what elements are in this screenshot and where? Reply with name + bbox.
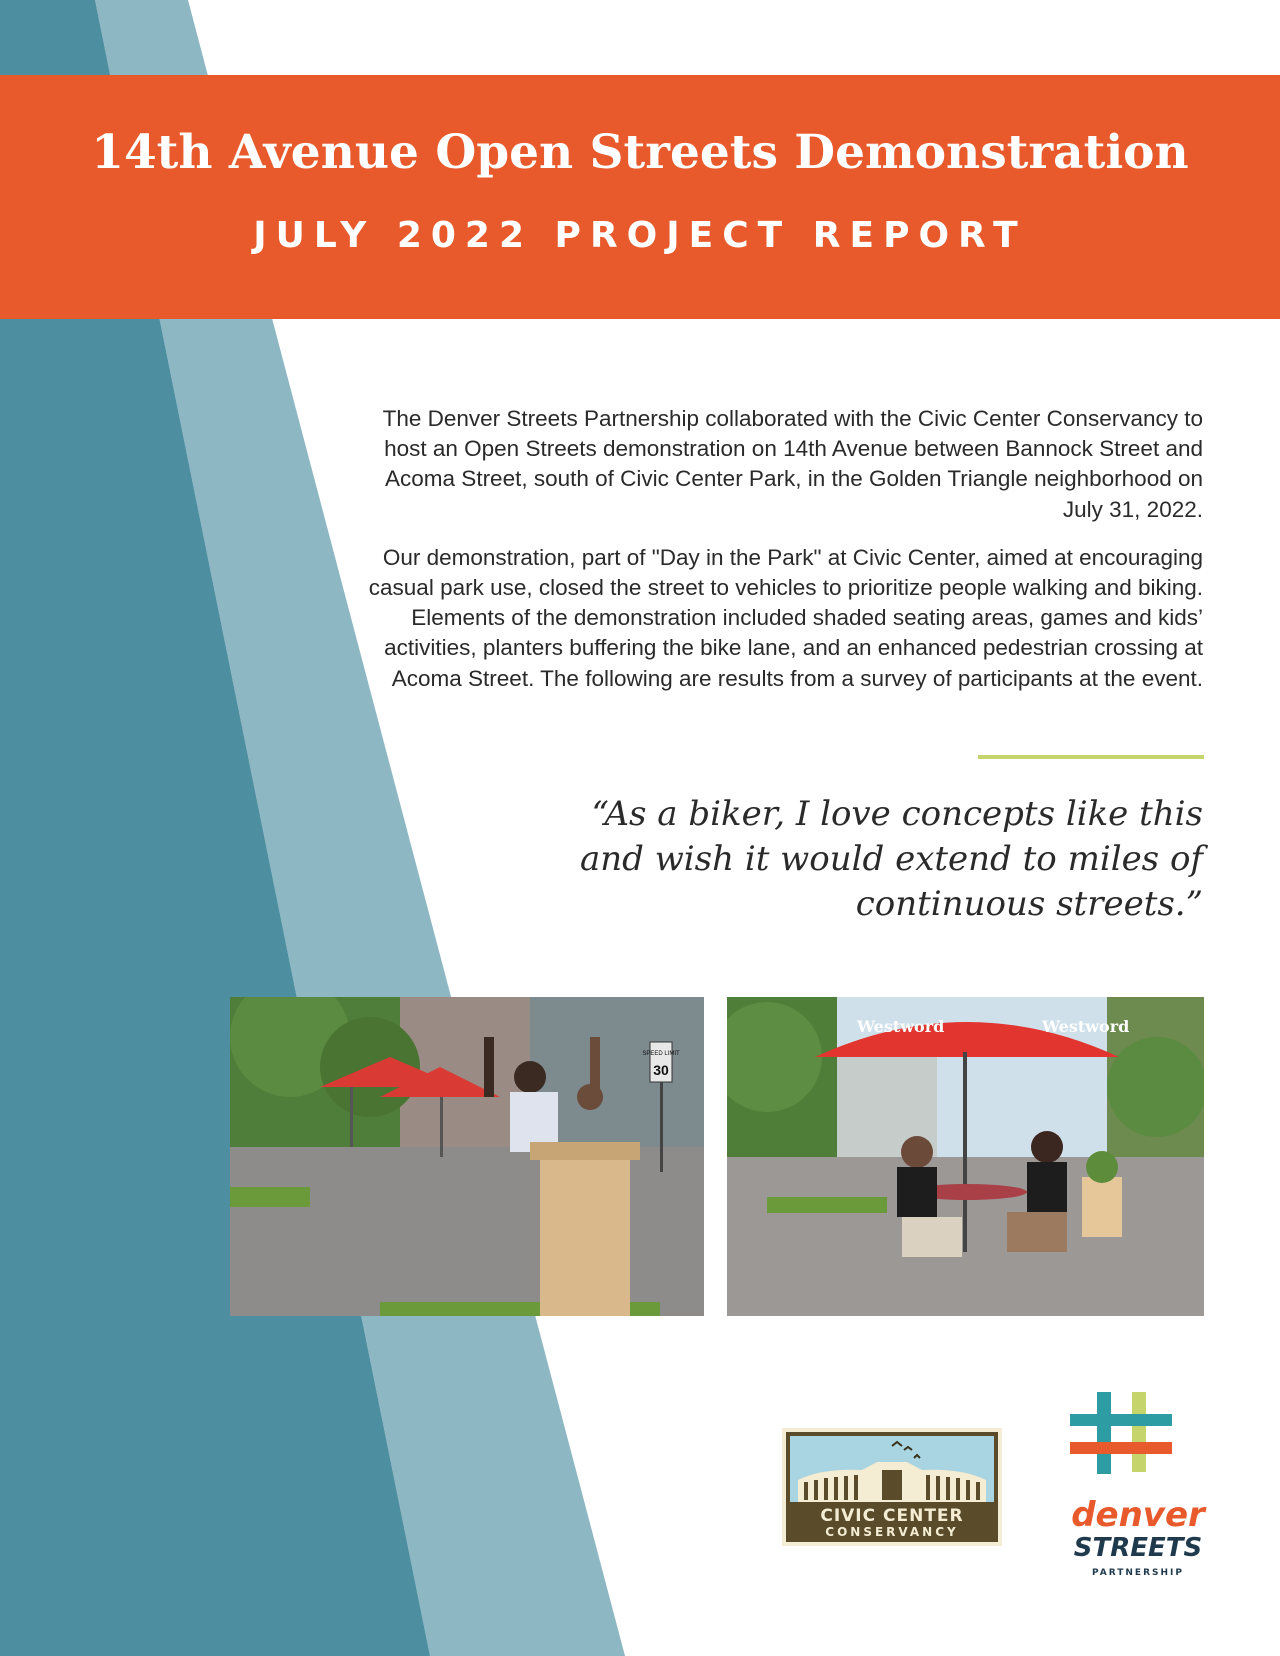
ccc-logo-line1: CIVIC CENTER	[820, 1506, 964, 1526]
ccc-logo-line2: CONSERVANCY	[825, 1525, 959, 1539]
page-title: 14th Avenue Open Streets Demonstration	[91, 125, 1189, 180]
civic-center-conservancy-logo	[782, 1428, 1002, 1546]
umbrella-brand-right: Westword	[1042, 1017, 1130, 1036]
header-banner	[0, 75, 1280, 319]
intro-text	[360, 404, 1203, 712]
dsp-logo-line3: PARTNERSHIP	[1092, 1568, 1184, 1578]
photo-jenga-game	[230, 997, 704, 1316]
photo-umbrella-seating	[727, 997, 1204, 1316]
page-subtitle: JULY 2022 PROJECT REPORT	[253, 215, 1027, 256]
divider-rule	[978, 755, 1204, 759]
intro-paragraph-1: The Denver Streets Partnership collaborated with the Civic Center Conservancy to host an Open Streets demonstration on 14th Avenue between Bannock Street and Acoma Street, south of Civic Center Park, in the Golden Triangle neighborhood on July 31, 2022.	[382, 406, 1203, 522]
denver-streets-partnership-logo	[1060, 1392, 1210, 1582]
pull-quote: “As a biker, I love concepts like this and wish it would extend to miles of continuous streets.”	[579, 794, 1203, 924]
dsp-logo-line2: STREETS	[1073, 1533, 1203, 1563]
hashtag-icon	[1070, 1392, 1172, 1474]
umbrella-brand-left: Westword	[857, 1017, 945, 1036]
dsp-logo-line1: denver	[1071, 1495, 1205, 1535]
intro-paragraph-2: Our demonstration, part of "Day in the Park" at Civic Center, aimed at encouraging casual park use, closed the street to vehicles to prioritize people walking and biking. Elements of the demonstration included shaded seating areas, games and kids’ activities, planters buffering the bike lane, and an enhanced pedestrian crossing at Acoma Street. The following are results from a survey of participants at the event.	[368, 544, 1203, 691]
speed-limit-sign-value: 30	[653, 1062, 669, 1078]
speed-limit-sign-label: SPEED LIMIT	[642, 1051, 680, 1057]
